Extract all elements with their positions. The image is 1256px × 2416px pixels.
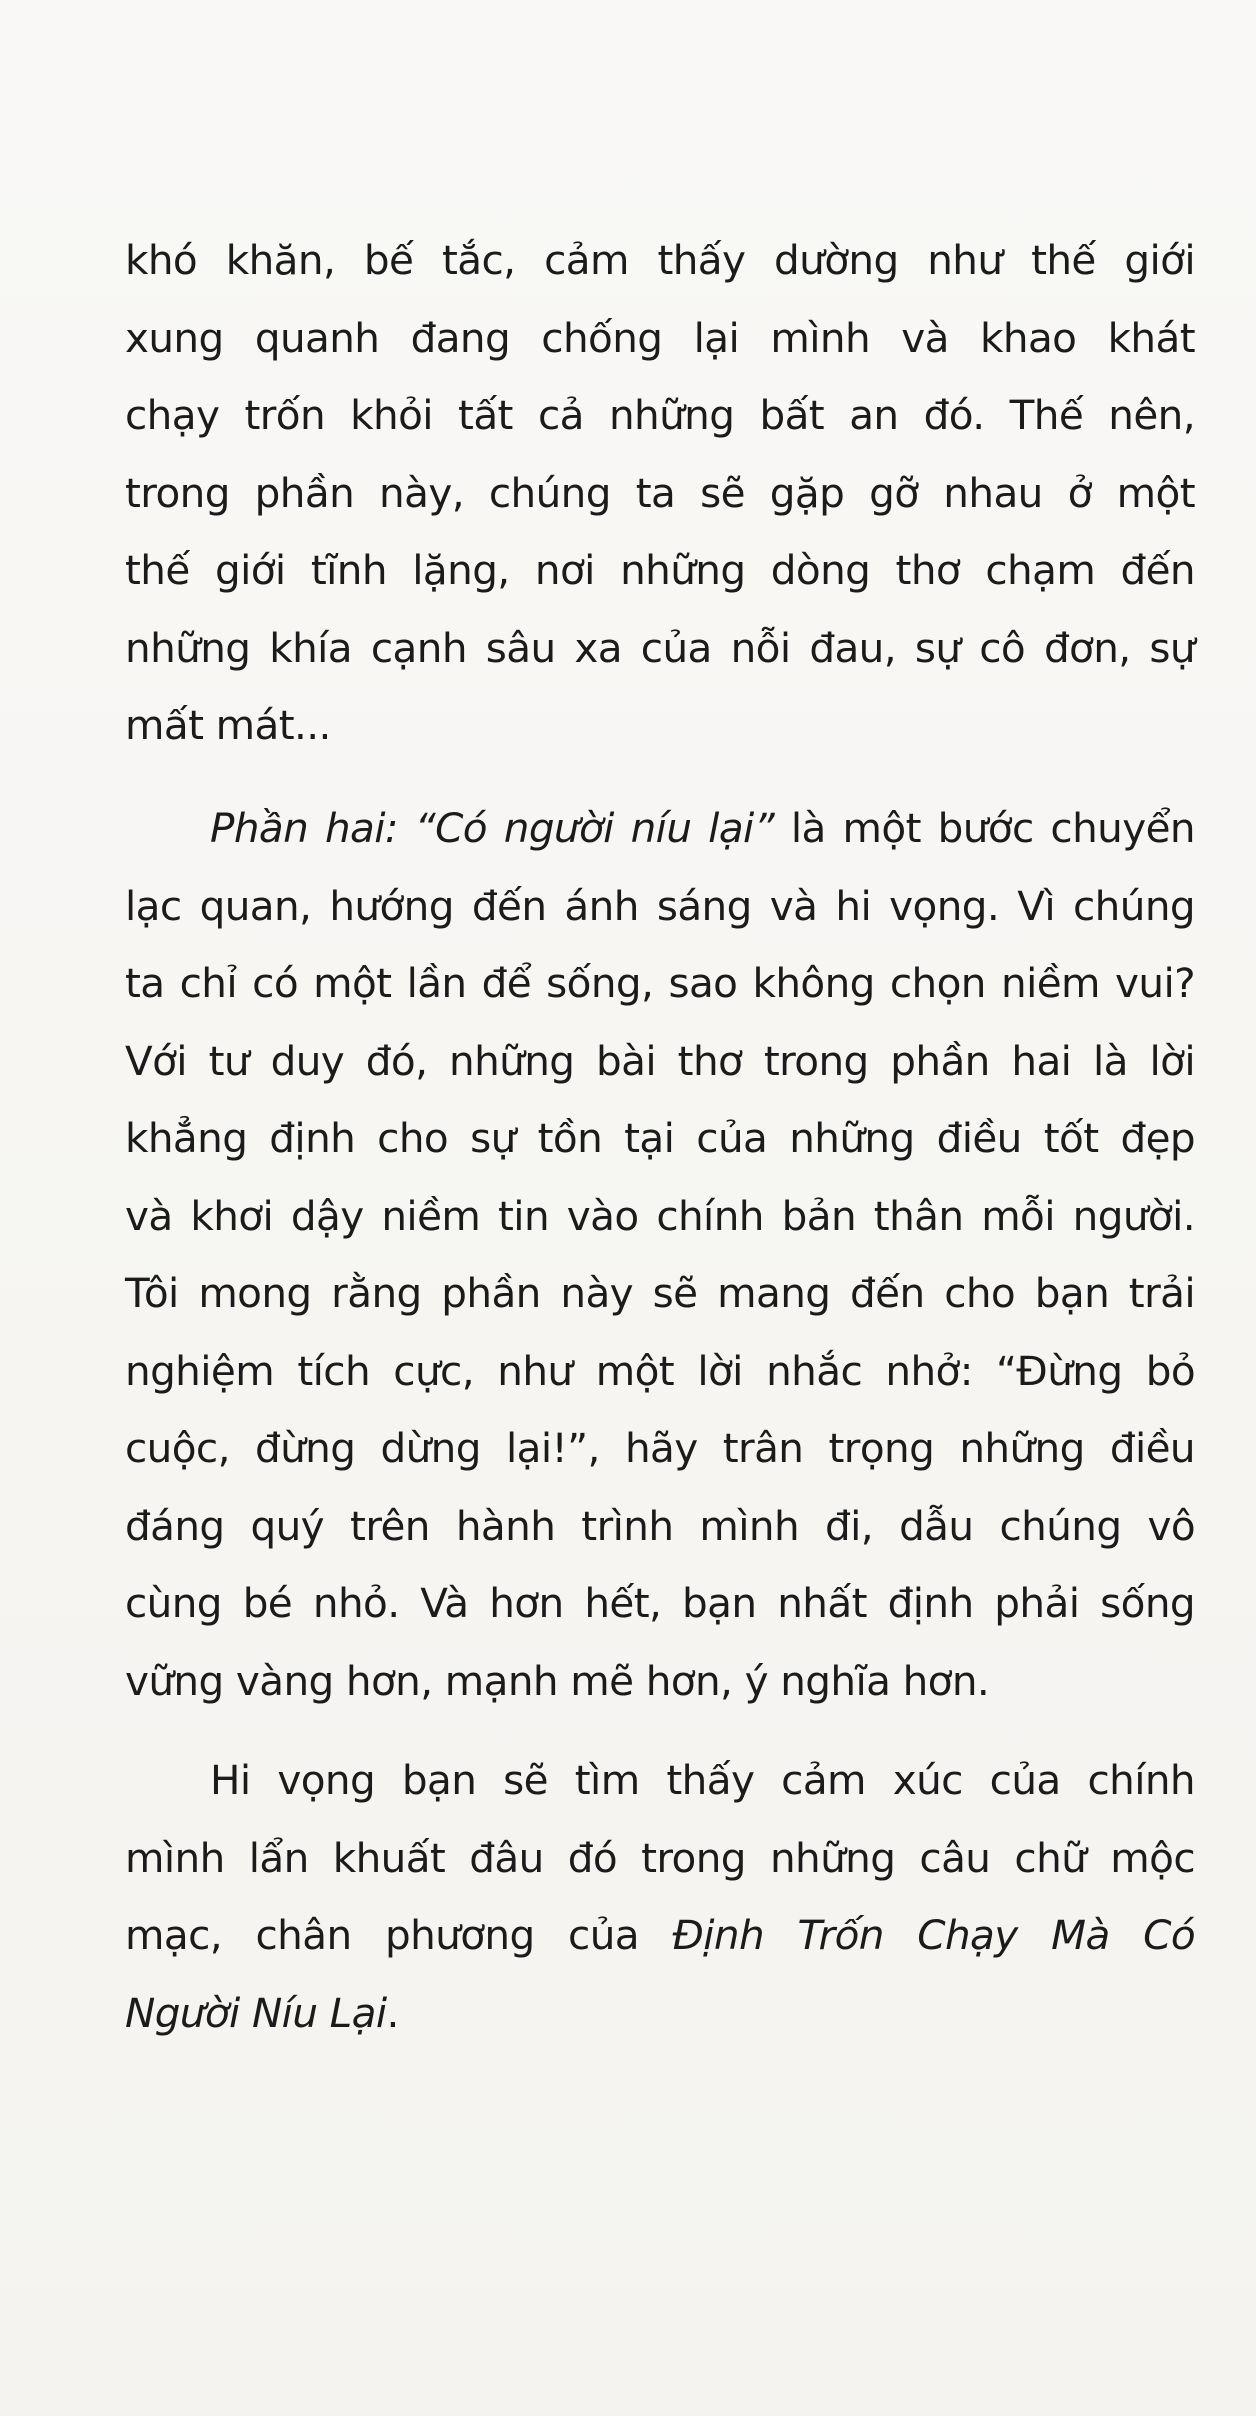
text-line-title-end	[125, 1975, 1195, 2053]
text-line-with-title	[125, 1897, 1195, 1975]
text-line: cùng bé nhỏ. Và hơn hết, bạn nhất định phải sống	[125, 1579, 1195, 1627]
text-line: lạc quan, hướng đến ánh sáng và hi vọng. Vì chúng	[125, 881, 1195, 930]
text-line: và khơi dậy niềm tin vào chính bản thân mỗi người.	[125, 1191, 1195, 1240]
text-line: vững vàng hơn, mạnh mẽ hơn, ý nghĩa hơn.	[125, 1656, 990, 1705]
lead-rest: là một bước chuyển	[774, 804, 1195, 852]
text-line: nghiệm tích cực, như một lời nhắc nhở: “Đừng bỏ	[125, 1346, 1195, 1395]
text-line: những khía cạnh sâu xa của nỗi đau, sự cô đơn, sự	[125, 623, 1195, 672]
text-line: Hi vọng bạn sẽ tìm thấy cảm xúc của chính	[210, 1756, 1195, 1804]
text-line: Với tư duy đó, những bài thơ trong phần hai là lời	[125, 1036, 1195, 1085]
part-two-heading: Phần hai: “Có người níu lại”	[210, 804, 775, 852]
text-line: ta chỉ có một lần để sống, sao không chọn niềm vui?	[125, 959, 1195, 1007]
text-line: trong phần này, chúng ta sẽ gặp gỡ nhau ở một	[125, 468, 1195, 517]
text-line: cuộc, đừng dừng lại!”, hãy trân trọng những điều	[125, 1424, 1195, 1472]
paragraph-2-lead-line	[125, 790, 1195, 868]
text-line: khó khăn, bế tắc, cảm thấy dường như thế giới	[125, 236, 1195, 284]
paragraph-1	[125, 222, 1195, 765]
text-line: khẳng định cho sự tồn tại của những điều tốt đẹp	[125, 1114, 1195, 1162]
paragraph-3	[125, 1742, 1195, 2052]
text-line: Tôi mong rằng phần này sẽ mang đến cho bạn trải	[125, 1269, 1195, 1317]
text-line: mình lẩn khuất đâu đó trong những câu chữ mộc	[125, 1833, 1195, 1882]
text-line: đáng quý trên hành trình mình đi, dẫu chúng vô	[125, 1501, 1195, 1550]
book-title-part-2: Người Níu Lại	[125, 1988, 387, 2037]
text-line: chạy trốn khỏi tất cả những bất an đó. Thế nên,	[125, 391, 1195, 439]
line-prefix: mạc, chân phương của	[125, 1911, 673, 1959]
text-line: mất mát...	[125, 701, 331, 749]
final-period: .	[386, 1988, 399, 2037]
book-title-part-1: Định Trốn Chạy Mà Có	[672, 1911, 1195, 1959]
text-line: xung quanh đang chống lại mình và khao khát	[125, 313, 1195, 362]
text-line: thế giới tĩnh lặng, nơi những dòng thơ chạm đến	[125, 546, 1195, 594]
paragraph-2	[125, 790, 1195, 1720]
